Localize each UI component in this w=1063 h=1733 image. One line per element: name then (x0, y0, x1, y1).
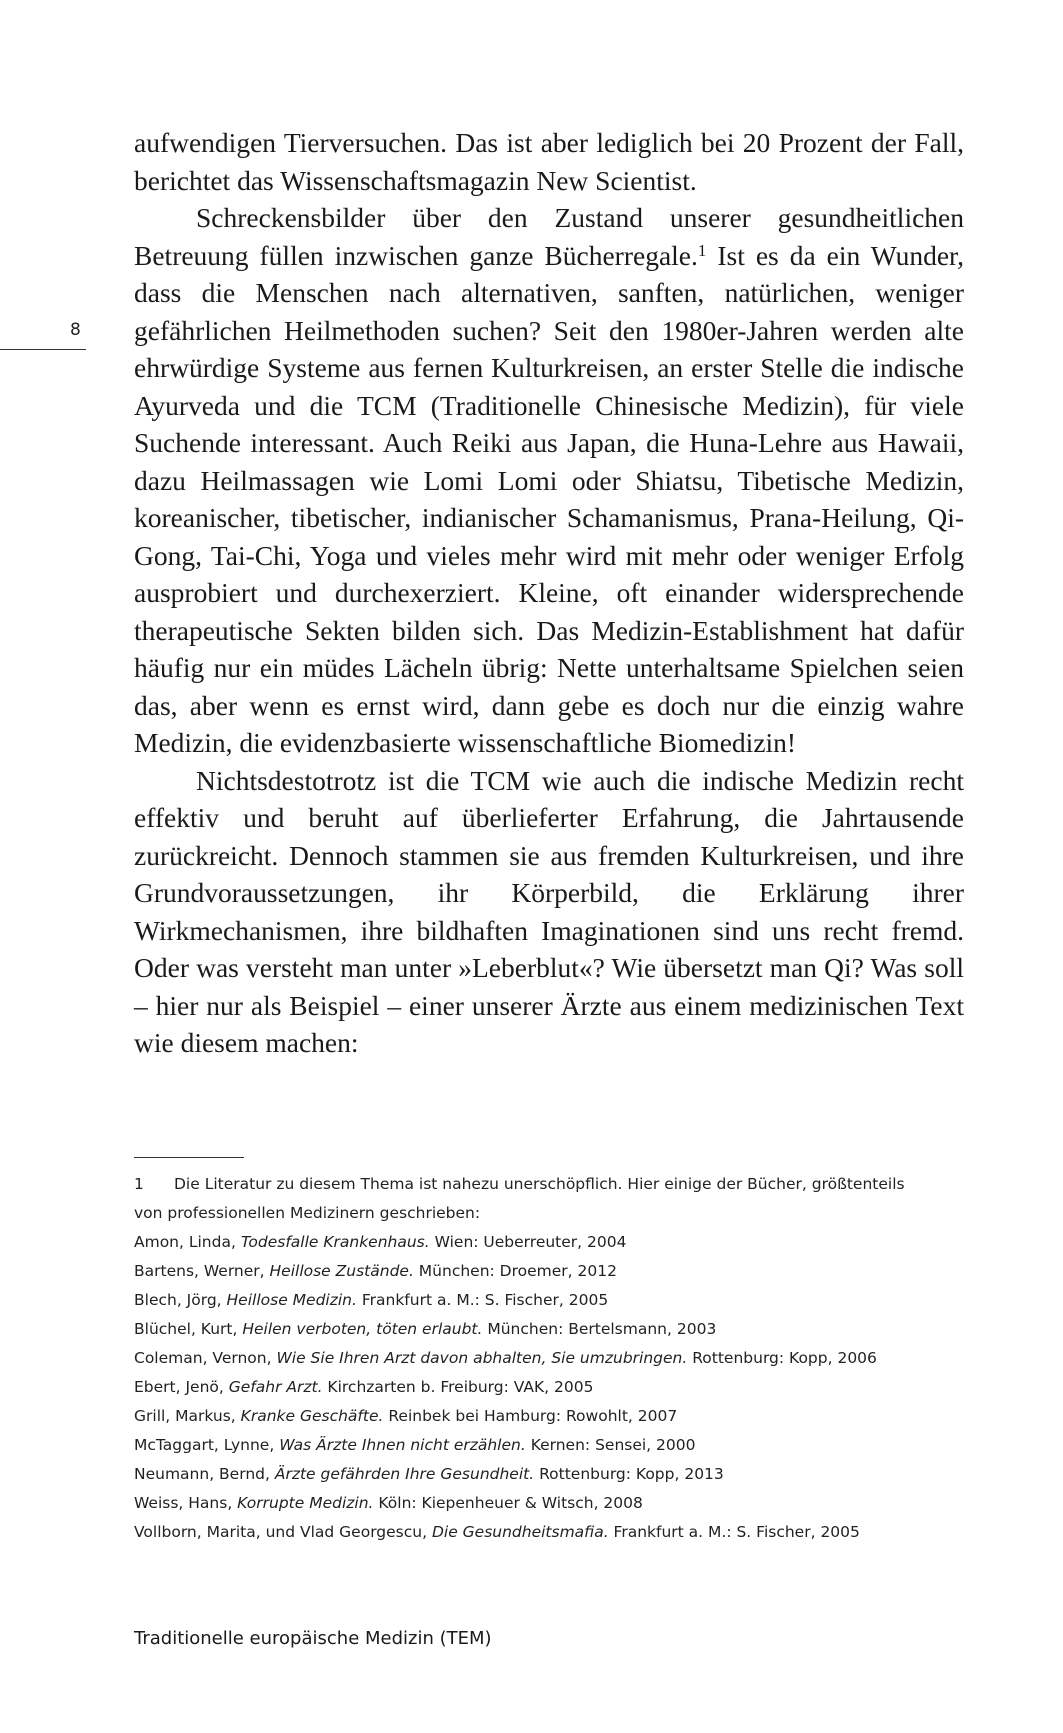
reference-publisher: Frankfurt a. M.: S. Fischer, 2005 (608, 1523, 860, 1541)
reference-publisher: Rottenburg: Kopp, 2006 (687, 1349, 877, 1367)
reference-publisher: Reinbek bei Hamburg: Rowohlt, 2007 (383, 1407, 678, 1425)
paragraph-1: aufwendigen Tierversuchen. Das ist aber lediglich bei 20 Prozent der Fall, berichtet das Wissenschaftsmagazin New Scientist. (134, 127, 964, 196)
reference-author: Ebert, Jenö, (134, 1378, 229, 1396)
running-footer-title: Traditionelle europäische Medizin (TEM) (134, 1628, 492, 1649)
reference-publisher: München: Droemer, 2012 (413, 1262, 617, 1280)
reference-author: Coleman, Vernon, (134, 1349, 277, 1367)
reference-author: Bartens, Werner, (134, 1262, 270, 1280)
footnote-number: 1 (134, 1175, 144, 1193)
reference-item (134, 1373, 964, 1402)
reference-title: Heilen verboten, töten erlaubt. (242, 1320, 483, 1338)
reference-title: Korrupte Medizin. (237, 1494, 374, 1512)
reference-title: Die Gesundheitsmafia. (431, 1523, 609, 1541)
paragraph-3: Nichtsdestotrotz ist die TCM wie auch die indische Medizin recht effektiv und beruht auf überlieferter Erfahrung, die Jahrtausende zurückreicht. Dennoch stammen sie aus fremden Kulturkreisen, und ihre Grundvoraussetzungen, ihr Körperbild, die Erklärung ihrer Wirkmechanismen, ihre bildhaften Imaginationen sind uns recht fremd. Oder was versteht man unter »Leberblut«? Wie übersetzt man Qi? Was soll – hier nur als Beispiel – einer unserer Ärzte aus einem medizinischen Text wie diesem machen: (134, 764, 964, 1058)
footnote-intro-line-1: Die Literatur zu diesem Thema ist nahezu unerschöpflich. Hier einige der Bücher, größtenteils (174, 1175, 905, 1193)
reference-title: Ärzte gefährden Ihre Gesundheit. (274, 1465, 535, 1483)
reference-author: Grill, Markus, (134, 1407, 241, 1425)
footnote-intro-line-2: von professionellen Medizinern geschrieben: (134, 1204, 481, 1222)
reference-author: Weiss, Hans, (134, 1494, 238, 1512)
footnote-separator (134, 1157, 244, 1158)
page-number: 8 (70, 320, 81, 340)
reference-title: Gefahr Arzt. (228, 1378, 323, 1396)
footnote-intro (134, 1170, 964, 1228)
reference-title: Was Ärzte Ihnen nicht erzählen. (279, 1436, 526, 1454)
reference-publisher: Frankfurt a. M.: S. Fischer, 2005 (356, 1291, 609, 1309)
reference-item (134, 1315, 964, 1344)
reference-author: Blüchel, Kurt, (134, 1320, 243, 1338)
reference-title: Heillose Medizin. (226, 1291, 357, 1309)
paragraph-2-part-b: Ist es da ein Wunder, dass die Menschen nach alternativen, sanften, natürlichen, weniger gefährlichen Heilmethoden suchen? Seit den 1980er-Jahren werden alte ehrwürdige Systeme aus fernen Kulturkreisen, an erster Stelle die indische Ayurveda und die TCM (Traditionelle Chinesische Medizin), für viele Suchende interessant. Auch Reiki aus Japan, die Huna-Lehre aus Hawaii, dazu Heilmassagen wie Lomi Lomi oder Shiatsu, Tibetische Medizin, koreanischer, tibetischer, indianischer Schamanismus, Prana-Heilung, Qi-Gong, Tai-Chi, Yoga und vieles mehr wird mit mehr oder weniger Erfolg ausprobiert und durchexerziert. Kleine, oft einander widersprechende therapeutische Sekten bilden sich. Das Medizin-Establishment hat dafür häufig nur ein müdes Lächeln übrig: Nette unterhaltsame Spielchen seien das, aber wenn es ernst wird, dann gebe es doch nur die einzig wahre Medizin, die evidenzbasierte wissenschaftliche Biomedizin! (134, 239, 964, 758)
reference-item (134, 1344, 964, 1373)
reference-publisher: Rottenburg: Kopp, 2013 (534, 1465, 724, 1483)
reference-publisher: Kernen: Sensei, 2000 (525, 1436, 696, 1454)
reference-item (134, 1286, 964, 1315)
reference-item (134, 1257, 964, 1286)
reference-author: Blech, Jörg, (134, 1291, 227, 1309)
reference-publisher: München: Bertelsmann, 2003 (482, 1320, 717, 1338)
reference-publisher: Köln: Kiepenheuer & Witsch, 2008 (373, 1494, 643, 1512)
reference-item (134, 1518, 964, 1547)
reference-title: Wie Sie Ihren Arzt davon abhalten, Sie umzubringen. (276, 1349, 688, 1367)
reference-author: Neumann, Bernd, (134, 1465, 275, 1483)
reference-item (134, 1228, 964, 1257)
reference-publisher: Wien: Ueberreuter, 2004 (429, 1233, 627, 1251)
paragraph-2 (134, 199, 964, 762)
reference-item (134, 1402, 964, 1431)
reference-title: Kranke Geschäfte. (240, 1407, 384, 1425)
reference-publisher: Kirchzarten b. Freiburg: VAK, 2005 (322, 1378, 594, 1396)
reference-item (134, 1460, 964, 1489)
page-number-rule (0, 349, 86, 350)
body-text (134, 124, 964, 1062)
reference-list (134, 1228, 964, 1547)
reference-author: McTaggart, Lynne, (134, 1436, 280, 1454)
reference-author: Vollborn, Marita, und Vlad Georgescu, (134, 1523, 432, 1541)
footnote-reference[interactable]: 1 (697, 240, 707, 260)
reference-title: Todesfalle Krankenhaus. (240, 1233, 430, 1251)
footnotes (134, 1170, 964, 1547)
reference-title: Heillose Zustände. (269, 1262, 414, 1280)
reference-item (134, 1489, 964, 1518)
reference-author: Amon, Linda, (134, 1233, 241, 1251)
reference-item (134, 1431, 964, 1460)
paragraph-2-part-a: Schreckensbilder über den Zustand unserer gesundheitlichen Betreuung füllen inzwischen ganze Bücherregale. (134, 202, 964, 271)
